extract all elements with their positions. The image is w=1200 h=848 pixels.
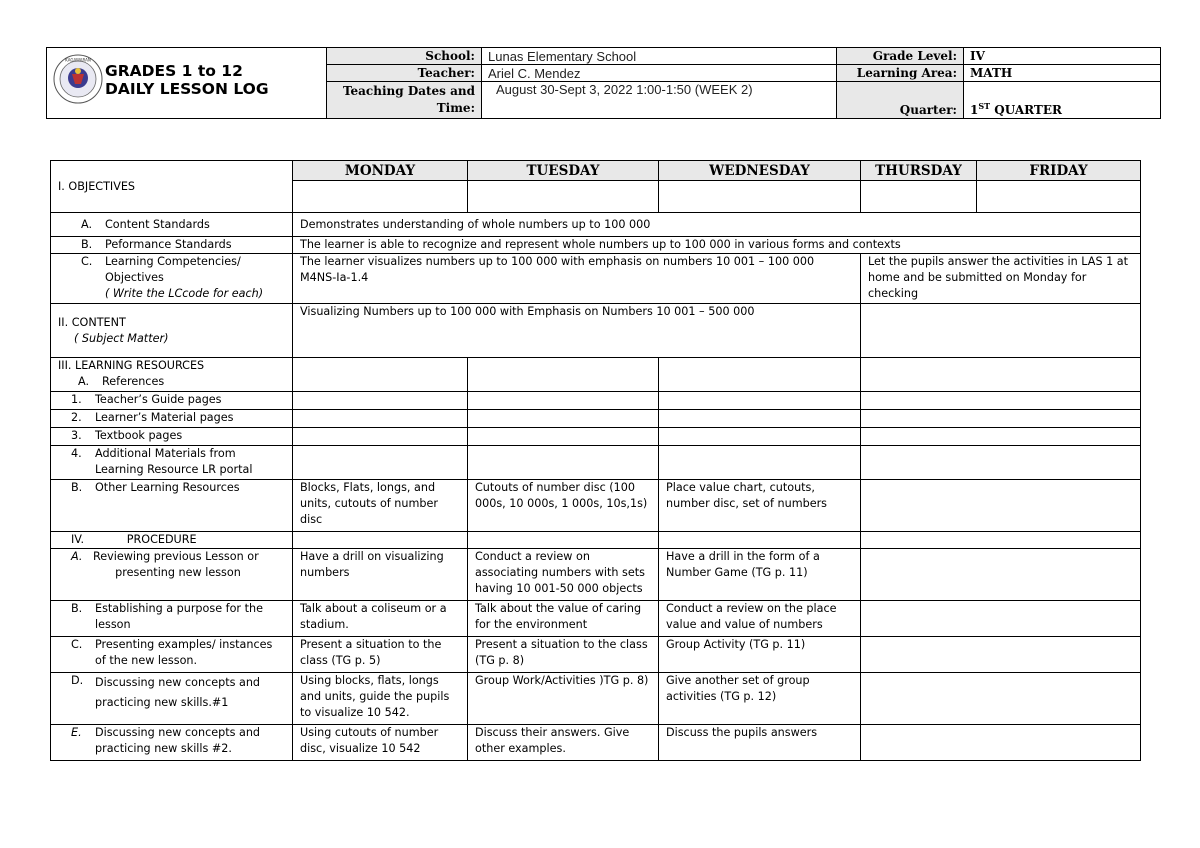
procedure-d-wednesday: Give another set of group activities (TG p. 12) xyxy=(659,673,861,725)
additional-materials-friday xyxy=(861,446,1141,480)
teachers-guide-friday xyxy=(861,392,1141,410)
teaching-dates-label xyxy=(327,82,482,119)
content-subheading: ( Subject Matter) xyxy=(74,331,169,345)
objectives-friday xyxy=(977,181,1141,213)
objectives-tuesday xyxy=(468,181,659,213)
learners-material-number: 2. xyxy=(71,411,82,424)
learning-resources-label xyxy=(51,358,293,392)
procedure-a-text-2: presenting new lesson xyxy=(115,566,241,579)
procedure-b-letter: B. xyxy=(71,602,83,615)
other-resources-wednesday: Place value chart, cutouts, number disc, set of numbers xyxy=(659,480,861,532)
document-title xyxy=(105,62,269,98)
school-value: Lunas Elementary School xyxy=(482,48,837,65)
procedure-d-monday: Using blocks, flats, longs and units, guide the pupils to visualize 10 542. xyxy=(293,673,468,725)
procedure-c-tuesday: Present a situation to the class (TG p. 8) xyxy=(468,637,659,673)
procedure-c-wednesday: Group Activity (TG p. 11) xyxy=(659,637,861,673)
teachers-guide-monday xyxy=(293,392,468,410)
learners-material-friday xyxy=(861,410,1141,428)
learning-competencies-code: M4NS-Ia-1.4 xyxy=(300,271,369,284)
content-standards-value: Demonstrates understanding of whole numbers up to 100 000 xyxy=(293,213,1141,237)
teachers-guide-text: Teacher’s Guide pages xyxy=(95,393,222,406)
procedure-b-text: Establishing a purpose for the lesson xyxy=(95,602,263,631)
lesson-log-table xyxy=(50,160,1141,761)
procedure-a-label xyxy=(51,549,293,601)
teachers-guide-label xyxy=(51,392,293,410)
teaching-dates-label-line-2: Time: xyxy=(436,101,475,115)
textbook-pages-tuesday xyxy=(468,428,659,446)
resources-tuesday xyxy=(468,358,659,392)
textbook-pages-monday xyxy=(293,428,468,446)
procedure-wednesday xyxy=(659,532,861,549)
procedure-c-monday: Present a situation to the class (TG p. 5) xyxy=(293,637,468,673)
teachers-guide-number: 1. xyxy=(71,393,82,406)
learning-resources-heading: III. LEARNING RESOURCES xyxy=(58,359,205,372)
other-resources-tuesday: Cutouts of number disc (100 000s, 10 000s, 1 000s, 10s,1s) xyxy=(468,480,659,532)
other-resources-monday: Blocks, Flats, longs, and units, cutouts of number disc xyxy=(293,480,468,532)
grade-level-value: IV xyxy=(964,48,1161,65)
teacher-label: Teacher: xyxy=(327,65,482,82)
procedure-d-tuesday: Group Work/Activities )TG p. 8) xyxy=(468,673,659,725)
procedure-b-friday xyxy=(861,601,1141,637)
day-tuesday: TUESDAY xyxy=(468,161,659,181)
resources-friday xyxy=(861,358,1141,392)
additional-materials-monday xyxy=(293,446,468,480)
day-friday: FRIDAY xyxy=(977,161,1141,181)
procedure-d-friday xyxy=(861,673,1141,725)
learning-area-label: Learning Area: xyxy=(837,65,964,82)
header-logo-cell xyxy=(47,48,327,119)
objectives-thursday xyxy=(861,181,977,213)
objectives-heading: I. OBJECTIVES xyxy=(51,161,293,213)
procedure-c-text: Presenting examples/ instances of the new lesson. xyxy=(95,638,273,667)
procedure-a-monday: Have a drill on visualizing numbers xyxy=(293,549,468,601)
additional-materials-label xyxy=(51,446,293,480)
performance-standards-value: The learner is able to recognize and represent whole numbers up to 100 000 in various forms and contexts xyxy=(293,237,1141,254)
day-monday: MONDAY xyxy=(293,161,468,181)
deped-seal-icon xyxy=(53,54,103,104)
procedure-c-friday xyxy=(861,637,1141,673)
content-friday xyxy=(861,304,1141,358)
procedure-d-letter: D. xyxy=(71,674,84,687)
teacher-value: Ariel C. Mendez xyxy=(482,65,837,82)
procedure-monday xyxy=(293,532,468,549)
learners-material-text: Learner’s Material pages xyxy=(95,411,234,424)
references-letter: A. xyxy=(78,375,90,388)
textbook-pages-number: 3. xyxy=(71,429,82,442)
title-line-2: DAILY LESSON LOG xyxy=(105,80,269,98)
content-heading: II. CONTENT xyxy=(58,315,126,329)
procedure-e-letter: E. xyxy=(71,726,82,739)
procedure-a-tuesday: Conduct a review on associating numbers with sets having 10 001-50 000 objects xyxy=(468,549,659,601)
teaching-dates-value xyxy=(482,82,837,119)
textbook-pages-label xyxy=(51,428,293,446)
teaching-dates-text: August 30-Sept 3, 2022 1:00-1:50 (WEEK 2) xyxy=(496,82,753,97)
textbook-pages-friday xyxy=(861,428,1141,446)
content-standards-letter: A. xyxy=(81,217,93,231)
other-resources-label xyxy=(51,480,293,532)
performance-standards-text: Peformance Standards xyxy=(105,238,232,251)
procedure-a-letter: A. xyxy=(71,550,83,563)
header-table xyxy=(46,47,1161,119)
additional-materials-tuesday xyxy=(468,446,659,480)
learning-competencies-value xyxy=(293,254,861,304)
teaching-dates-label-line-1: Teaching Dates and xyxy=(342,84,475,98)
learning-competencies-statement: The learner visualizes numbers up to 100 000 with emphasis on numbers 10 001 – 100 000 xyxy=(300,255,815,268)
learning-competencies-text-2: Objectives xyxy=(105,271,164,284)
procedure-e-tuesday: Discuss their answers. Give other examples. xyxy=(468,725,659,761)
title-line-1: GRADES 1 to 12 xyxy=(105,62,243,80)
learning-area-value: MATH xyxy=(964,65,1161,82)
day-thursday: THURSDAY xyxy=(861,161,977,181)
svg-text:KAGAWARAN: KAGAWARAN xyxy=(65,57,91,63)
learning-competencies-label xyxy=(51,254,293,304)
content-standards-label xyxy=(51,213,293,237)
quarter-superscript: ST xyxy=(978,101,991,111)
procedure-e-friday xyxy=(861,725,1141,761)
procedure-a-wednesday: Have a drill in the form of a Number Game (TG p. 11) xyxy=(659,549,861,601)
quarter-value xyxy=(964,82,1161,119)
content-value: Visualizing Numbers up to 100 000 with Emphasis on Numbers 10 001 – 500 000 xyxy=(293,304,861,358)
additional-materials-number: 4. xyxy=(71,447,82,460)
learning-competencies-friday: Let the pupils answer the activities in LAS 1 at home and be submitted on Monday for checking xyxy=(861,254,1141,304)
procedure-a-friday xyxy=(861,549,1141,601)
textbook-pages-text: Textbook pages xyxy=(95,429,183,442)
learners-material-monday xyxy=(293,410,468,428)
procedure-d-text: Discussing new concepts and practicing new skills.#1 xyxy=(95,676,261,709)
references-text: References xyxy=(102,375,165,388)
learners-material-label xyxy=(51,410,293,428)
grade-level-label: Grade Level: xyxy=(837,48,964,65)
quarter-number: 1 xyxy=(970,103,979,117)
resources-monday xyxy=(293,358,468,392)
procedure-b-monday: Talk about a coliseum or a stadium. xyxy=(293,601,468,637)
performance-standards-letter: B. xyxy=(81,238,93,251)
learners-material-wednesday xyxy=(659,410,861,428)
procedure-e-label xyxy=(51,725,293,761)
procedure-c-letter: C. xyxy=(71,638,83,651)
procedure-a-text: Reviewing previous Lesson or xyxy=(93,550,259,563)
other-resources-text: Other Learning Resources xyxy=(95,481,240,494)
teachers-guide-tuesday xyxy=(468,392,659,410)
procedure-e-text: Discussing new concepts and practicing new skills #2. xyxy=(95,726,261,755)
procedure-b-wednesday: Conduct a review on the place value and value of numbers xyxy=(659,601,861,637)
content-standards-text: Content Standards xyxy=(105,217,210,231)
procedure-d-label xyxy=(51,673,293,725)
other-resources-letter: B. xyxy=(71,481,83,494)
day-wednesday: WEDNESDAY xyxy=(659,161,861,181)
learning-competencies-letter: C. xyxy=(81,255,93,268)
teachers-guide-wednesday xyxy=(659,392,861,410)
procedure-heading: IV. PROCEDURE xyxy=(51,532,293,549)
procedure-tuesday xyxy=(468,532,659,549)
other-resources-friday xyxy=(861,480,1141,532)
procedure-b-tuesday: Talk about the value of caring for the environment xyxy=(468,601,659,637)
objectives-wednesday xyxy=(659,181,861,213)
procedure-b-label xyxy=(51,601,293,637)
procedure-e-wednesday: Discuss the pupils answers xyxy=(659,725,861,761)
content-label xyxy=(51,304,293,358)
textbook-pages-wednesday xyxy=(659,428,861,446)
objectives-monday xyxy=(293,181,468,213)
resources-wednesday xyxy=(659,358,861,392)
performance-standards-label xyxy=(51,237,293,254)
procedure-friday xyxy=(861,532,1141,549)
learners-material-tuesday xyxy=(468,410,659,428)
quarter-text: QUARTER xyxy=(990,103,1062,117)
quarter-label: Quarter: xyxy=(837,82,964,119)
school-label: School: xyxy=(327,48,482,65)
additional-materials-wednesday xyxy=(659,446,861,480)
additional-materials-text-2: Learning Resource LR portal xyxy=(95,463,253,476)
procedure-c-label xyxy=(51,637,293,673)
learning-competencies-note: ( Write the LCcode for each) xyxy=(105,287,264,300)
learning-competencies-text: Learning Competencies/ xyxy=(105,255,241,268)
additional-materials-text: Additional Materials from xyxy=(95,447,236,460)
procedure-e-monday: Using cutouts of number disc, visualize 10 542 xyxy=(293,725,468,761)
